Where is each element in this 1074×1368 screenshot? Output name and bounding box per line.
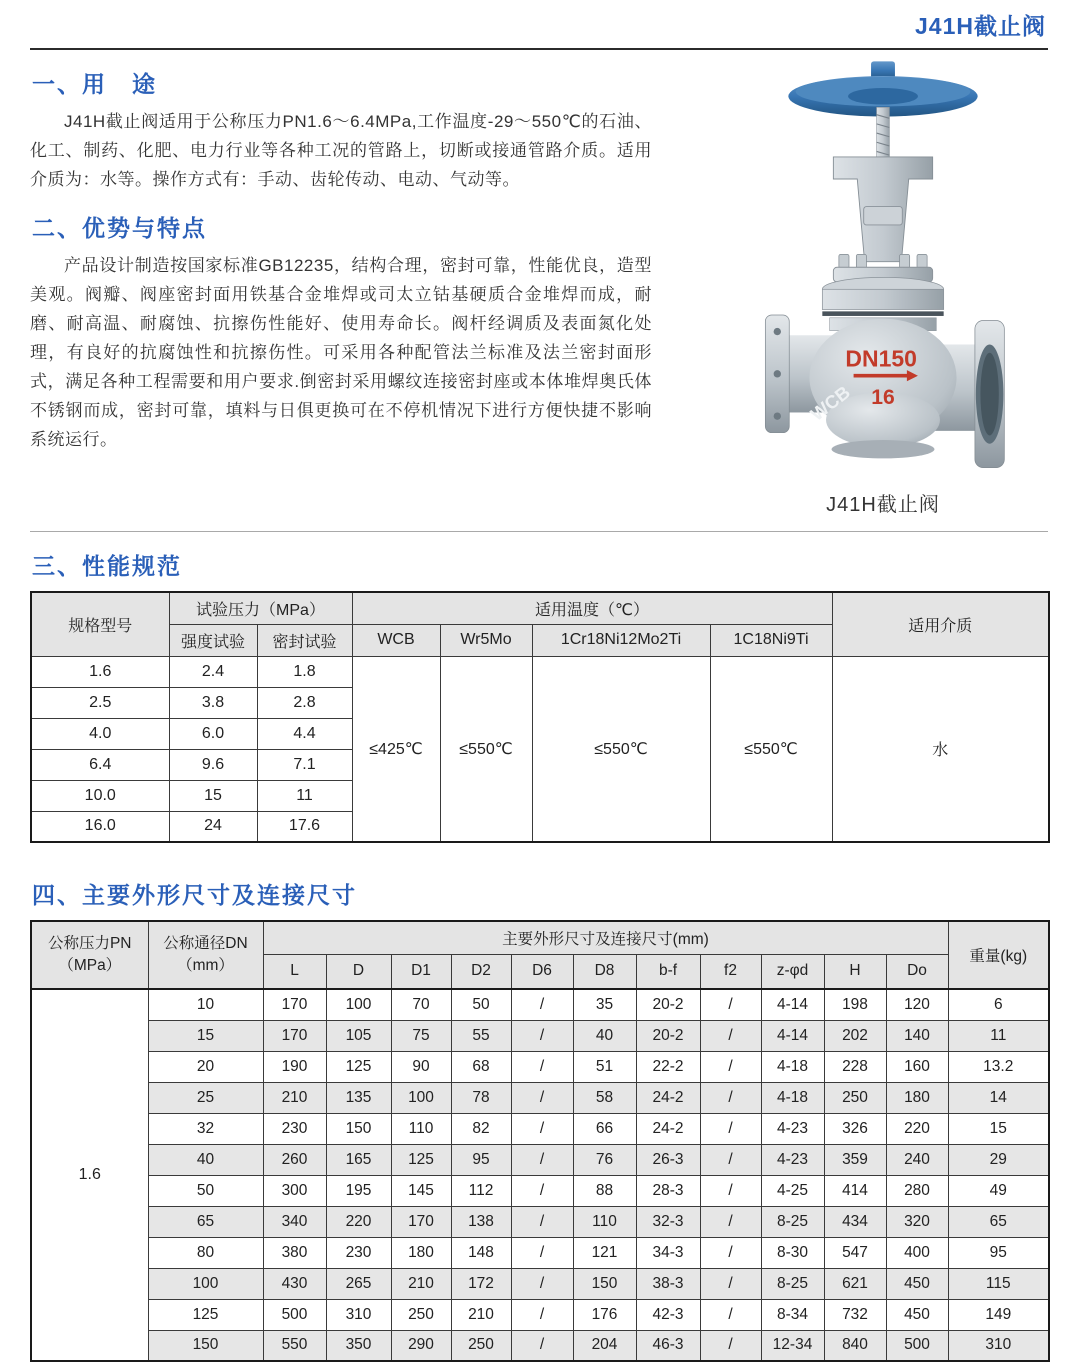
table-row (31, 1020, 1049, 1051)
table-cell: 250 (391, 1299, 451, 1330)
table-cell: 8-30 (761, 1237, 824, 1268)
table-cell: 500 (886, 1330, 948, 1361)
table-cell: 50 (451, 989, 511, 1020)
table-cell: 170 (391, 1206, 451, 1237)
table-cell: 250 (451, 1330, 511, 1361)
column-header-weight: 重量(kg) (948, 921, 1049, 989)
table-cell: 6.0 (169, 718, 257, 749)
valve-material-marking: WCB (806, 381, 854, 425)
table-cell: 68 (451, 1051, 511, 1082)
table-cell: / (511, 1144, 573, 1175)
table-cell: 125 (326, 1051, 391, 1082)
table-cell: 26-3 (636, 1144, 700, 1175)
column-header-D8: D8 (573, 954, 636, 989)
table-cell: 28-3 (636, 1175, 700, 1206)
table-cell: 25 (148, 1082, 263, 1113)
column-header-material-1c18ni9ti: 1C18Ni9Ti (710, 624, 832, 656)
table-cell: 359 (824, 1144, 886, 1175)
table-cell: / (700, 1082, 761, 1113)
table-cell: 180 (391, 1237, 451, 1268)
table-cell: 120 (886, 989, 948, 1020)
temp-cell: ≤550℃ (440, 656, 532, 842)
table-cell: 16.0 (31, 811, 169, 842)
table-cell: 260 (263, 1144, 326, 1175)
table-cell: 180 (886, 1082, 948, 1113)
column-header-bf: b-f (636, 954, 700, 989)
table-cell: 55 (451, 1020, 511, 1051)
column-header-f2: f2 (700, 954, 761, 989)
table-cell: 160 (886, 1051, 948, 1082)
table-cell: 46-3 (636, 1330, 700, 1361)
table-cell: 4-18 (761, 1082, 824, 1113)
table-row (31, 1082, 1049, 1113)
table-cell: 135 (326, 1082, 391, 1113)
table-cell: / (511, 1020, 573, 1051)
table-row (31, 1206, 1049, 1237)
table-cell: 140 (886, 1020, 948, 1051)
table-cell: 3.8 (169, 687, 257, 718)
valve-photo (737, 54, 1029, 486)
table-cell: 20 (148, 1051, 263, 1082)
table-cell: / (511, 1082, 573, 1113)
table-cell: 15 (169, 780, 257, 811)
table-cell: 300 (263, 1175, 326, 1206)
table-cell: / (700, 1206, 761, 1237)
table-cell: 240 (886, 1144, 948, 1175)
section1-body: J41H截止阀适用于公称压力PN1.6～6.4MPa,工作温度-29～550℃的石油、化工、制药、化肥、电力行业等各种工况的管路上，切断或接通管路介质。适用介质为：水等。操作方式有：手动、齿轮传动、电动、气动等。 (30, 112, 652, 189)
table-cell: 280 (886, 1175, 948, 1206)
table-cell: / (700, 1144, 761, 1175)
column-header-D1: D1 (391, 954, 451, 989)
table-cell: 149 (948, 1299, 1049, 1330)
valve-left-flange (765, 315, 789, 433)
table-cell: 70 (391, 989, 451, 1020)
table-cell: 115 (948, 1268, 1049, 1299)
table-cell: 29 (948, 1144, 1049, 1175)
table-cell: / (700, 1051, 761, 1082)
table-cell: 32 (148, 1113, 263, 1144)
table-cell: 4-23 (761, 1144, 824, 1175)
table-cell: 250 (824, 1082, 886, 1113)
table-cell: 24 (169, 811, 257, 842)
table-cell: 78 (451, 1082, 511, 1113)
table-cell: 228 (824, 1051, 886, 1082)
table-cell: 75 (391, 1020, 451, 1051)
table-cell: 32-3 (636, 1206, 700, 1237)
column-header-Do: Do (886, 954, 948, 989)
table-cell: 24-2 (636, 1113, 700, 1144)
table-cell: 112 (451, 1175, 511, 1206)
table-cell: / (700, 1237, 761, 1268)
table-cell: 9.6 (169, 749, 257, 780)
table-cell: 6 (948, 989, 1049, 1020)
table-cell: 4.0 (31, 718, 169, 749)
column-header-dimensions: 主要外形尺寸及连接尺寸(mm) (263, 921, 948, 954)
table-cell: 195 (326, 1175, 391, 1206)
table-cell: 10 (148, 989, 263, 1020)
table-cell: 210 (391, 1268, 451, 1299)
section2-body: 产品设计制造按国家标准GB12235，结构合理，密封可靠，性能优良，造型美观。阀瓣、阀座密封面用铁基合金堆焊或司太立钴基硬质合金堆焊而成，耐磨、耐高温、耐腐蚀、抗擦伤性能好、使用寿命长。阀杆经调质及表面氮化处理，有良好的抗腐蚀性和抗擦伤性。可采用各种配管法兰标准及法兰密封面形式，满足各种工程需要和用户要求.倒密封采用螺纹连接密封座或本体堆焊奥氏体不锈钢而成，密封可靠，填料与日俱更换可在不停机情况下进行方便快捷不影响系统运行。 (30, 256, 652, 449)
table-cell: 547 (824, 1237, 886, 1268)
table-cell: 8-25 (761, 1206, 824, 1237)
table-cell: 40 (573, 1020, 636, 1051)
table-cell: 15 (948, 1113, 1049, 1144)
table-cell: 105 (326, 1020, 391, 1051)
table-cell: 190 (263, 1051, 326, 1082)
column-header-L: L (263, 954, 326, 989)
valve-right-flange (975, 321, 1004, 468)
column-header-pn (31, 921, 148, 989)
table-cell: 125 (148, 1299, 263, 1330)
table-cell: 732 (824, 1299, 886, 1330)
valve-figure (718, 50, 1048, 517)
table-cell: 150 (573, 1268, 636, 1299)
column-header-temperature: 适用温度（℃） (352, 592, 832, 624)
table-cell: 38-3 (636, 1268, 700, 1299)
table-cell: 430 (263, 1268, 326, 1299)
table-row (31, 1237, 1049, 1268)
table-cell: 20-2 (636, 1020, 700, 1051)
valve-pn-marking: 16 (871, 386, 895, 410)
column-header-seal: 密封试验 (257, 624, 352, 656)
table-cell: 125 (391, 1144, 451, 1175)
table-cell: 121 (573, 1237, 636, 1268)
valve-dn-marking: DN150 (845, 345, 917, 372)
dimensions-table (30, 920, 1050, 1362)
table-row (31, 989, 1049, 1020)
section3-heading: 三、性能规范 (32, 553, 182, 579)
table-cell: 65 (148, 1206, 263, 1237)
column-header-material-wr5mo: Wr5Mo (440, 624, 532, 656)
table-cell: 450 (886, 1268, 948, 1299)
table-cell: 58 (573, 1082, 636, 1113)
table-cell: 4-14 (761, 989, 824, 1020)
table-cell: / (511, 989, 573, 1020)
column-header-D: D (326, 954, 391, 989)
temp-cell: ≤550℃ (710, 656, 832, 842)
table-row (31, 1330, 1049, 1361)
table-cell: / (511, 1206, 573, 1237)
table-cell: 49 (948, 1175, 1049, 1206)
table-cell: 414 (824, 1175, 886, 1206)
table-cell: 8-34 (761, 1299, 824, 1330)
table-cell: 310 (948, 1330, 1049, 1361)
table-cell: 95 (451, 1144, 511, 1175)
table-cell: 210 (451, 1299, 511, 1330)
table-cell: 100 (148, 1268, 263, 1299)
table-cell: 621 (824, 1268, 886, 1299)
pn-header-line2: （MPa） (58, 957, 122, 974)
table-cell: 2.4 (169, 656, 257, 687)
column-header-medium: 适用介质 (832, 592, 1049, 656)
column-header-spec: 规格型号 (31, 592, 169, 656)
table-cell: 88 (573, 1175, 636, 1206)
table-cell: 17.6 (257, 811, 352, 842)
table-row (31, 1268, 1049, 1299)
table-cell: 1.6 (31, 656, 169, 687)
temp-cell: ≤550℃ (532, 656, 710, 842)
table-row (31, 1113, 1049, 1144)
table-cell: 198 (824, 989, 886, 1020)
table-cell: 82 (451, 1113, 511, 1144)
table-cell: 350 (326, 1330, 391, 1361)
table-row (31, 1299, 1049, 1330)
page-title: J41H截止阀 (915, 13, 1046, 39)
section-divider (30, 531, 1048, 532)
table-cell: 326 (824, 1113, 886, 1144)
table-cell: / (511, 1113, 573, 1144)
pn-header-line1: 公称压力PN (47, 935, 132, 952)
table-cell: 76 (573, 1144, 636, 1175)
table-cell: 4-18 (761, 1051, 824, 1082)
table-cell: / (511, 1175, 573, 1206)
table-cell: 8-25 (761, 1268, 824, 1299)
table-cell: 310 (326, 1299, 391, 1330)
table-cell: 230 (263, 1113, 326, 1144)
table-cell: 14 (948, 1082, 1049, 1113)
table-cell: / (700, 1268, 761, 1299)
table-cell: 10.0 (31, 780, 169, 811)
table-cell: 176 (573, 1299, 636, 1330)
table-cell: 66 (573, 1113, 636, 1144)
table-cell: 51 (573, 1051, 636, 1082)
table-cell: 110 (573, 1206, 636, 1237)
medium-cell: 水 (832, 656, 1049, 842)
table-cell: 15 (148, 1020, 263, 1051)
table-cell: 40 (148, 1144, 263, 1175)
column-header-H: H (824, 954, 886, 989)
temp-cell: ≤425℃ (352, 656, 440, 842)
column-header-test-pressure: 试验压力（MPa） (169, 592, 352, 624)
table-cell: 210 (263, 1082, 326, 1113)
table-cell: 2.5 (31, 687, 169, 718)
table-cell: 4-14 (761, 1020, 824, 1051)
table-cell: 320 (886, 1206, 948, 1237)
table-row (31, 1144, 1049, 1175)
pn-cell: 1.6 (31, 989, 148, 1361)
column-header-dn (148, 921, 263, 989)
text-column (30, 50, 652, 462)
table-cell: 100 (391, 1082, 451, 1113)
table-cell: 24-2 (636, 1082, 700, 1113)
table-row (31, 656, 1049, 687)
table-cell: 50 (148, 1175, 263, 1206)
table-cell: 840 (824, 1330, 886, 1361)
table-cell: 6.4 (31, 749, 169, 780)
valve-stem-nut (864, 207, 903, 225)
table-cell: / (511, 1268, 573, 1299)
table-cell: 2.8 (257, 687, 352, 718)
valve-base-shadow (832, 440, 935, 458)
table-cell: 11 (948, 1020, 1049, 1051)
table-cell: 145 (391, 1175, 451, 1206)
table-cell: 220 (326, 1206, 391, 1237)
table-cell: 150 (148, 1330, 263, 1361)
table-cell: 42-3 (636, 1299, 700, 1330)
column-header-D6: D6 (511, 954, 573, 989)
table-cell: 4-23 (761, 1113, 824, 1144)
section2-heading: 二、优势与特点 (32, 215, 207, 241)
table-cell: 80 (148, 1237, 263, 1268)
table-cell: 340 (263, 1206, 326, 1237)
table-cell: 4-25 (761, 1175, 824, 1206)
table-cell: / (700, 1113, 761, 1144)
table-cell: 202 (824, 1020, 886, 1051)
table-cell: 550 (263, 1330, 326, 1361)
table-cell: / (700, 1330, 761, 1361)
table-cell: 138 (451, 1206, 511, 1237)
table-cell: 204 (573, 1330, 636, 1361)
table-cell: 170 (263, 989, 326, 1020)
table-cell: 22-2 (636, 1051, 700, 1082)
table-cell: 434 (824, 1206, 886, 1237)
table-row (31, 1051, 1049, 1082)
table-cell: / (511, 1299, 573, 1330)
table-cell: / (511, 1330, 573, 1361)
column-header-strength: 强度试验 (169, 624, 257, 656)
table-cell: 165 (326, 1144, 391, 1175)
table-cell: / (700, 1299, 761, 1330)
table-cell: 7.1 (257, 749, 352, 780)
table-cell: 34-3 (636, 1237, 700, 1268)
table-cell: 230 (326, 1237, 391, 1268)
table-cell: 380 (263, 1237, 326, 1268)
table-cell: / (700, 1020, 761, 1051)
section1-heading: 一、用 途 (32, 71, 157, 97)
table-cell: 172 (451, 1268, 511, 1299)
table-cell: 65 (948, 1206, 1049, 1237)
table-cell: / (700, 1175, 761, 1206)
column-header-material-wcb: WCB (352, 624, 440, 656)
column-header-material-1cr18ni12mo2ti: 1Cr18Ni12Mo2Ti (532, 624, 710, 656)
table-cell: 110 (391, 1113, 451, 1144)
table-cell: 150 (326, 1113, 391, 1144)
top-section (30, 50, 1048, 517)
table-cell: 12-34 (761, 1330, 824, 1361)
table-cell: 4.4 (257, 718, 352, 749)
table-cell: 450 (886, 1299, 948, 1330)
performance-table (30, 591, 1050, 843)
table-cell: 220 (886, 1113, 948, 1144)
table-cell: 90 (391, 1051, 451, 1082)
dn-header-line1: 公称通径DN (163, 935, 248, 952)
table-cell: 95 (948, 1237, 1049, 1268)
table-cell: 11 (257, 780, 352, 811)
column-header-zphid: z-φd (761, 954, 824, 989)
column-header-D2: D2 (451, 954, 511, 989)
table-cell: 500 (263, 1299, 326, 1330)
table-cell: 170 (263, 1020, 326, 1051)
valve-caption: J41H截止阀 (826, 494, 940, 516)
table-cell: 148 (451, 1237, 511, 1268)
table-cell: 35 (573, 989, 636, 1020)
table-cell: 20-2 (636, 989, 700, 1020)
table-cell: / (511, 1237, 573, 1268)
section4-heading: 四、主要外形尺寸及连接尺寸 (32, 882, 357, 908)
table-cell: 290 (391, 1330, 451, 1361)
dn-header-line2: （mm） (177, 957, 234, 974)
table-row (31, 1175, 1049, 1206)
table-cell: 400 (886, 1237, 948, 1268)
table-cell: / (511, 1051, 573, 1082)
table-cell: 13.2 (948, 1051, 1049, 1082)
table-cell: / (700, 989, 761, 1020)
table-cell: 265 (326, 1268, 391, 1299)
table-cell: 1.8 (257, 656, 352, 687)
table-cell: 100 (326, 989, 391, 1020)
